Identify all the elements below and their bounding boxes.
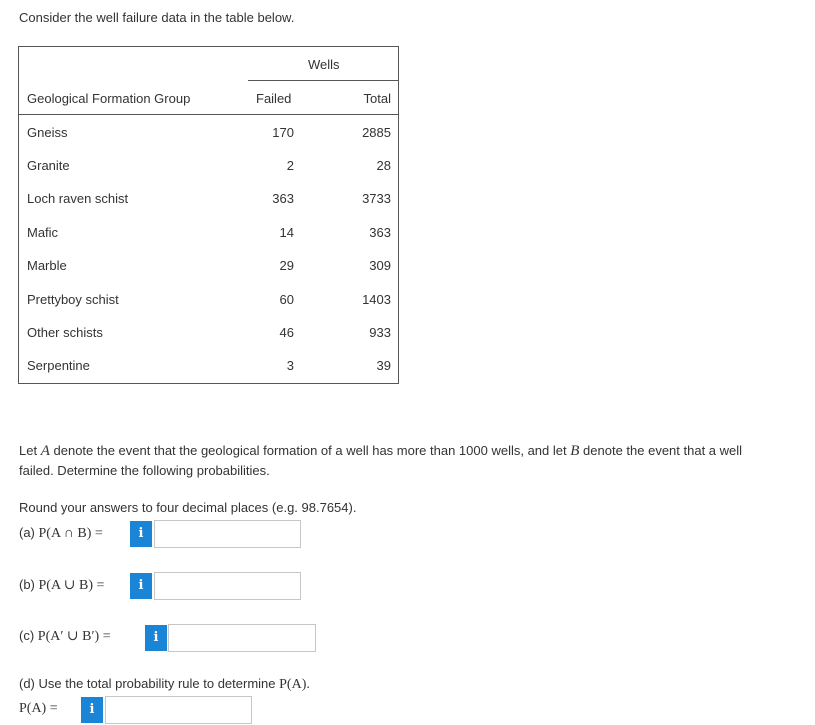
answer-input-d[interactable] [105,696,252,724]
col-failed-header: Failed [256,91,292,106]
row-failed: 3 [286,358,294,373]
row-total: 309 [369,258,391,273]
row-failed: 60 [279,292,294,307]
row-failed: 14 [279,225,294,240]
row-failed: 46 [279,325,294,340]
row-failed: 2 [286,158,294,173]
problem-line2: failed. Determine the following probabilities. [19,463,270,478]
row-failed: 170 [272,125,294,140]
row-formation: Granite [27,158,70,173]
col-total-header: Total [363,91,391,106]
problem-mid: denote the event that the geological formation of a well has more than 1000 wells, and let [53,443,567,458]
question-b-label [19,577,104,594]
row-total: 28 [376,158,391,173]
question-b-expr: P(A ∪ B) = [38,578,105,593]
info-button-c[interactable]: i [145,625,167,651]
wells-group-header: Wells [308,57,340,72]
answer-input-a[interactable] [154,520,301,548]
question-d-instruction-expr: P(A). [279,677,310,692]
header-divider [19,114,398,115]
info-button-d[interactable]: i [81,697,103,723]
row-total: 39 [376,358,391,373]
row-failed: 29 [279,258,294,273]
row-total: 933 [369,325,391,340]
group-divider [248,80,398,81]
answer-input-c[interactable] [168,624,316,652]
row-failed: 363 [272,191,294,206]
question-d-instruction: (d) Use the total probability rule to determine [19,676,276,691]
intro-text: Consider the well failure data in the table below. [19,10,295,25]
question-b-num: (b) [19,577,35,592]
question-c-num: (c) [19,628,35,643]
problem-statement [19,441,809,480]
row-formation: Loch raven schist [27,191,129,206]
col-formation-header: Geological Formation Group [27,91,191,106]
row-formation: Mafic [27,225,59,240]
answer-input-b[interactable] [154,572,301,600]
row-formation: Serpentine [27,358,90,373]
info-button-a[interactable]: i [130,521,152,547]
row-formation: Other schists [27,325,103,340]
row-formation: Marble [27,258,67,273]
problem-let: Let [19,443,38,458]
row-total: 3733 [362,191,391,206]
info-button-b[interactable]: i [130,573,152,599]
var-b: B [570,443,580,459]
question-d-text [19,676,310,693]
question-c-expr: P(A′ ∪ B′) = [37,629,111,644]
row-total: 1403 [362,292,391,307]
question-d-expr: P(A) = [19,701,58,716]
well-failure-table [18,46,399,384]
rounding-instructions: Round your answers to four decimal places (e.g. 98.7654). [19,500,357,515]
problem-end: denote the event that a well [583,443,743,458]
row-total: 363 [369,225,391,240]
row-formation: Prettyboy schist [27,292,119,307]
question-a-num: (a) [19,525,35,540]
row-formation: Gneiss [27,125,68,140]
var-a: A [40,443,50,459]
row-total: 2885 [362,125,391,140]
question-a-expr: P(A ∩ B) = [38,526,103,541]
question-a-label [19,525,103,542]
question-c-label [19,628,111,645]
